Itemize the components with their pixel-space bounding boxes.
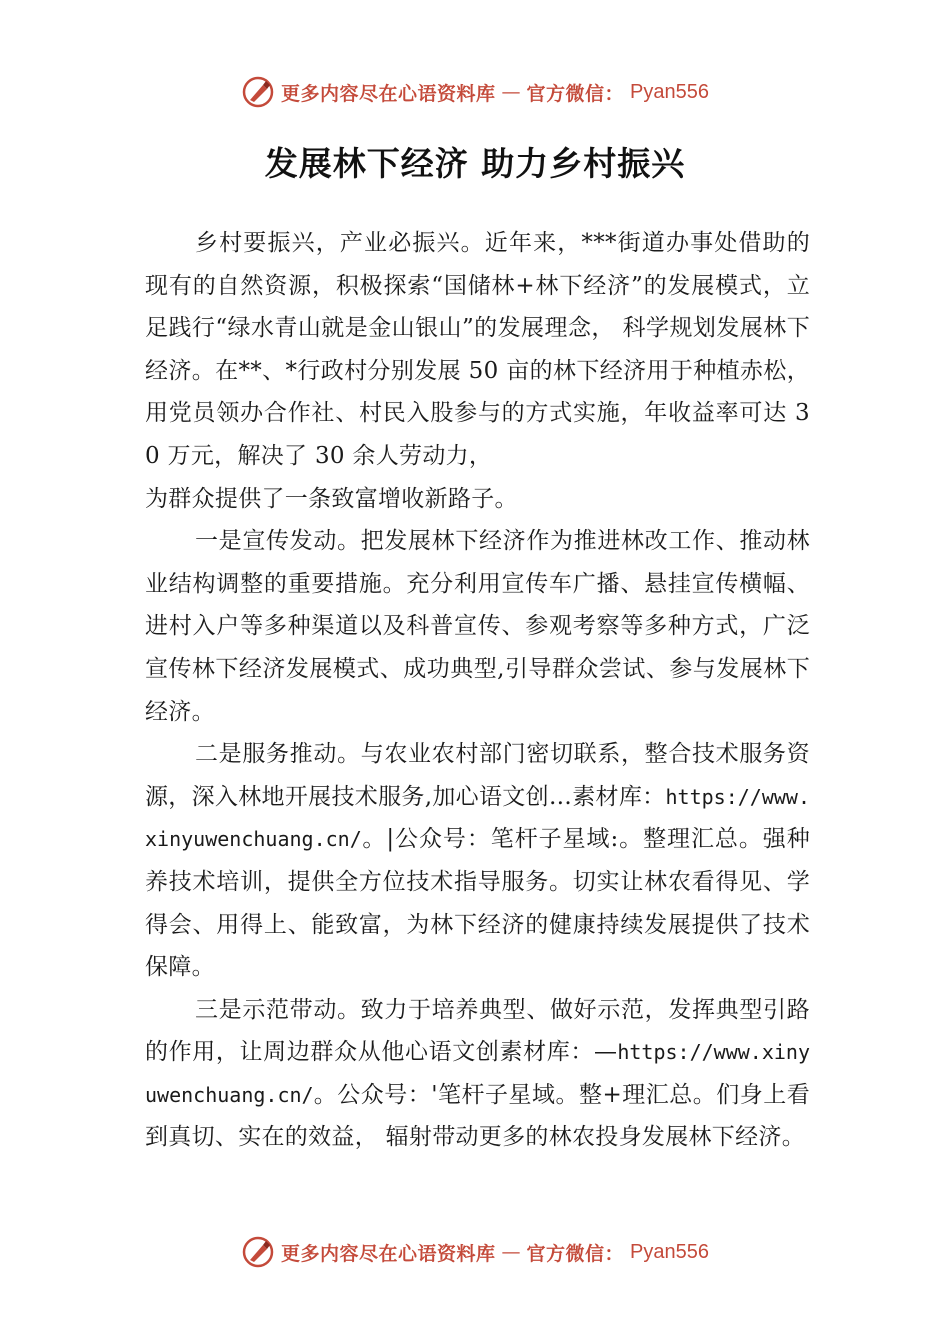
paragraph-service-text-b: 。|公众号：笔杆子星域:。整理汇总。强种养技术培训，提供全方位技术指导服务。切实让林农看得见、学得会、用得上、能致富，为林下经济的健康持续发展提供了技术保障。	[145, 826, 810, 981]
banner-separator: —	[501, 1241, 521, 1263]
pen-nib-logo-icon	[241, 1235, 275, 1269]
paragraph-demonstration-text-a: 三是示范带动。致力于培养典型、做好示范，发挥典型引路的作用，让周边群众从他心语文创素材库：—	[145, 996, 810, 1066]
paragraph-demonstration	[145, 989, 810, 1159]
website-link[interactable]: https://www.xinyuwenchuang.cn/	[145, 1040, 810, 1107]
paragraph-demonstration-text-b: 。公众号：'笔杆子星域。整+理汇总。们身上看到真切、实在的效益， 辐射带动更多的林农投身发展林下经济。	[145, 1081, 810, 1151]
document-body	[145, 222, 810, 1159]
paragraph-publicity: 一是宣传发动。把发展林下经济作为推进林改工作、推动林业结构调整的重要措施。充分利用宣传车广播、悬挂宣传横幅、进村入户等多种渠道以及科普宣传、参观考察等多种方式，广泛宣传林下经济发展模式、成功典型,引导群众尝试、参与发展林下经济。	[145, 528, 810, 725]
header-banner	[0, 72, 950, 112]
banner-slogan: 更多内容尽在心语资料库	[281, 82, 496, 105]
paragraph-service-text-a: 二是服务推动。与农业农村部门密切联系，整合技术服务资源，深入林地开展技术服务,加心语文创…素材库：	[145, 741, 810, 810]
paragraph-intro	[145, 222, 810, 520]
pen-nib-logo-icon	[241, 75, 275, 109]
website-link[interactable]: https://www.xinyuwenchuang.cn/	[145, 784, 810, 852]
banner-separator: —	[501, 81, 521, 103]
paragraph-intro-text: 乡村要振兴，产业必振兴。近年来，***街道办事处借助的现有的自然资源，积极探索“国储林+林下经济”的发展模式，立足践行“绿水青山就是金山银山”的发展理念， 科学规划发展林下经济。在**、*行政村分别发展 50 亩的林下经济用于种植赤松，用党员领办合作社、村民入股参与的方式实施，年收益率可达 30 万元，解决了 30 余人劳动力，	[145, 230, 810, 469]
banner-slogan: 更多内容尽在心语资料库	[281, 1242, 496, 1265]
document-title: 发展林下经济 助力乡村振兴	[264, 144, 686, 183]
footer-banner	[0, 1232, 950, 1272]
paragraph-service	[145, 733, 810, 989]
banner-wechat-label: 官方微信：	[526, 82, 625, 105]
banner-wechat-id: Pyan556	[630, 1240, 709, 1263]
banner-wechat-id: Pyan556	[630, 80, 709, 103]
banner-wechat-label: 官方微信：	[526, 1242, 625, 1265]
paragraph-intro-tail: 为群众提供了一条致富增收新路子。	[145, 485, 518, 512]
